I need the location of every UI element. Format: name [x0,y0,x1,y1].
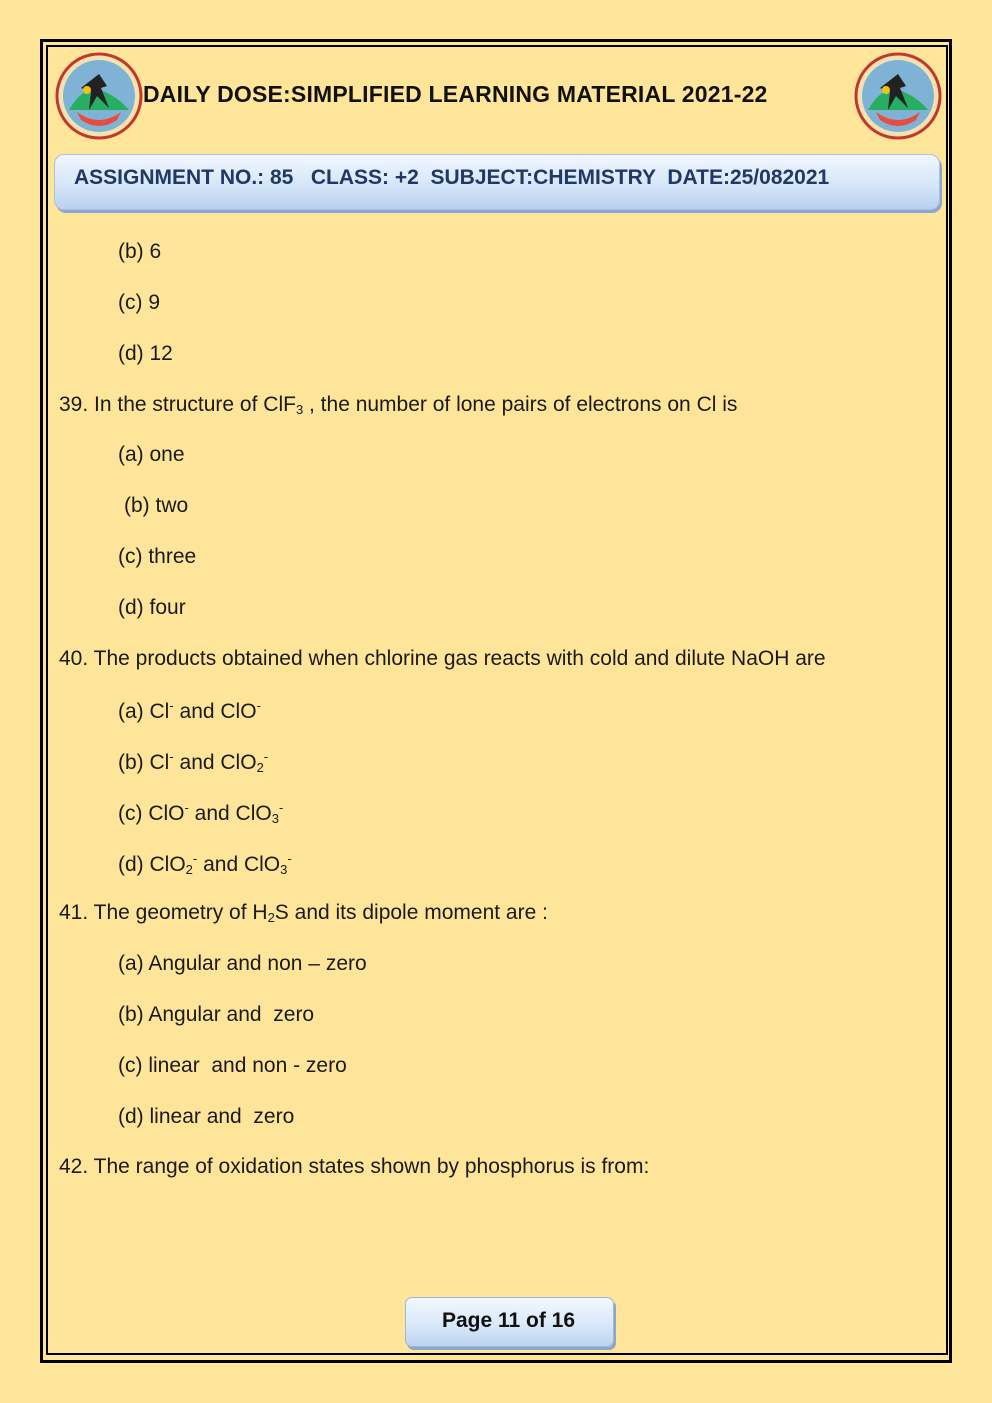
option-item: (d) 12 [118,342,173,365]
option-item: (c) linear and non - zero [118,1054,347,1077]
option-item: (a) Angular and non – zero [118,952,367,975]
option-item: (b) Cl- and ClO$_2$- [118,749,269,775]
option-item: (c) ClO- and ClO$_3$- [118,800,284,826]
assignment-info: ASSIGNMENT NO.: 85 CLASS: +2 SUBJECT:CHEMISTRY DATE:25/082021 [74,166,830,189]
option-item: (d) linear and zero [118,1105,295,1128]
option-item: (b) 6 [118,240,162,263]
option-item: (a) Cl- and ClO- [118,698,261,723]
question-39: 39. In the structure of ClF$_3$ , the number of lone pairs of electrons on Cl is [59,393,738,417]
question-42: 42. The range of oxidation states shown by phosphorus is from: [59,1155,650,1178]
school-emblem-icon [55,52,143,140]
question-40: 40. The products obtained when chlorine gas reacts with cold and dilute NaOH are [59,647,826,670]
school-emblem-icon [854,52,942,140]
option-item: (b) two [124,494,189,517]
option-item: (c) three [118,545,197,568]
option-item: (c) 9 [118,291,160,314]
option-item: (d) ClO$_2$- and ClO$_3$- [118,851,292,877]
option-item: (a) one [118,443,185,466]
option-item: (d) four [118,596,186,619]
question-41: 41. The geometry of $H_2S$ and its dipole moment are : [59,901,548,925]
option-item: (b) Angular and zero [118,1003,315,1026]
page-number: Page 11 of 16 [441,1309,576,1332]
page-title: DAILY DOSE:SIMPLIFIED LEARNING MATERIAL 2021-22 [143,81,768,107]
